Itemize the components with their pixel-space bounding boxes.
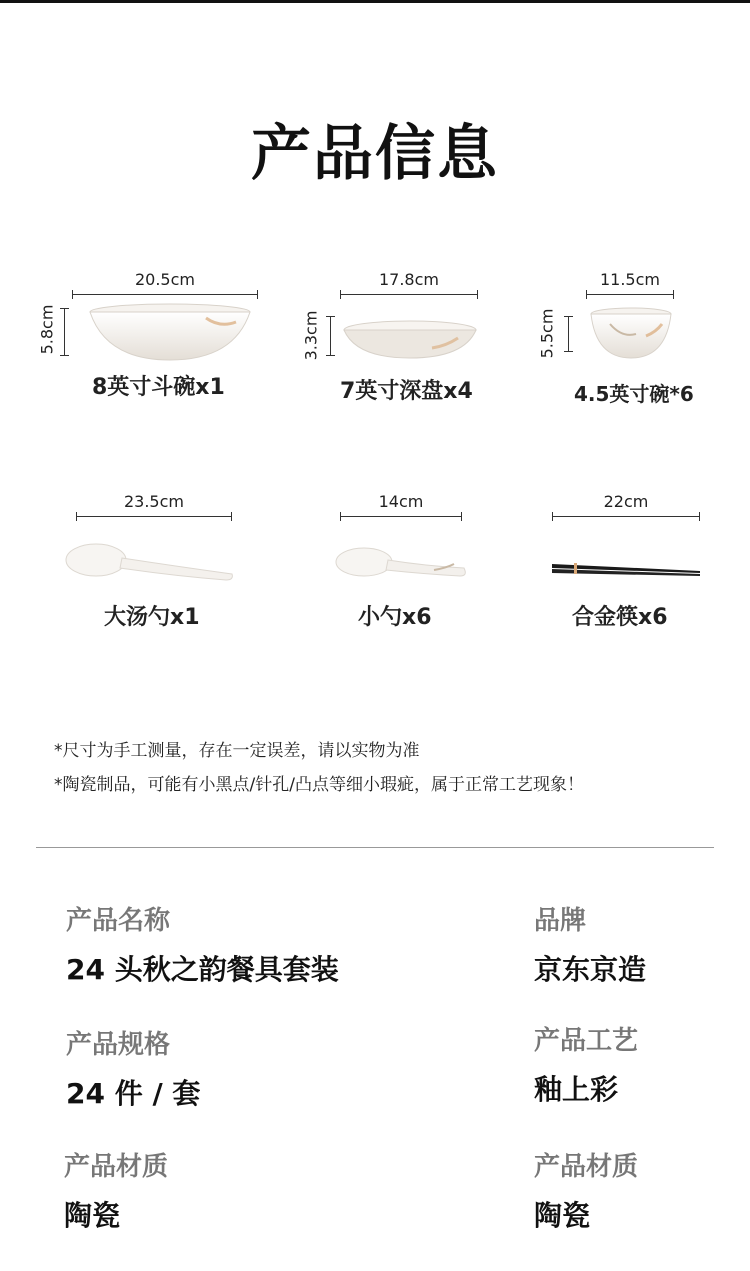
width-dimension-line bbox=[586, 294, 674, 303]
chopsticks-illustration bbox=[550, 560, 702, 580]
height-dimension-label: 3.3cm bbox=[301, 310, 321, 361]
width-dimension-label: 17.8cm bbox=[378, 270, 439, 289]
top-border bbox=[0, 0, 750, 3]
spec-label: 产品规格 bbox=[66, 1030, 171, 1060]
width-dimension-label: 11.5cm bbox=[599, 270, 660, 289]
item-name-label: 8英寸斗碗x1 bbox=[92, 375, 225, 400]
item-name-label: 大汤勺x1 bbox=[104, 605, 200, 630]
note-measurement: *尺寸为手工测量，存在一定误差，请以实物为准 bbox=[54, 741, 420, 761]
item-name-label: 合金筷x6 bbox=[572, 605, 668, 630]
spec-label: 品牌 bbox=[534, 906, 587, 936]
width-dimension-label: 14cm bbox=[378, 492, 424, 511]
width-dimension-line bbox=[340, 516, 462, 525]
width-dimension-label: 23.5cm bbox=[123, 492, 184, 511]
deep-plate-illustration bbox=[340, 318, 480, 362]
item-name-label: 小勺x6 bbox=[358, 605, 432, 630]
width-dimension-line bbox=[76, 516, 232, 525]
spec-value: 24 件 / 套 bbox=[66, 1077, 201, 1110]
item-name-label: 7英寸深盘x4 bbox=[340, 379, 473, 404]
height-dimension-label: 5.5cm bbox=[537, 308, 557, 359]
spec-value: 陶瓷 bbox=[534, 1199, 591, 1232]
spec-label: 产品名称 bbox=[66, 906, 171, 936]
page-title: 产品信息 bbox=[251, 119, 499, 189]
height-dimension-line bbox=[568, 316, 577, 352]
spec-value: 陶瓷 bbox=[64, 1199, 121, 1232]
note-ceramic-defects: *陶瓷制品，可能有小黑点/针孔/凸点等细小瑕疵，属于正常工艺现象！ bbox=[54, 775, 584, 795]
spec-value: 24 头秋之韵餐具套装 bbox=[66, 953, 339, 986]
height-dimension-line bbox=[64, 308, 73, 356]
width-dimension-line bbox=[552, 516, 700, 525]
soup-spoon-illustration bbox=[64, 540, 238, 586]
spec-label: 产品材质 bbox=[64, 1152, 169, 1182]
spec-value: 京东京造 bbox=[534, 953, 647, 986]
spec-label: 产品材质 bbox=[534, 1152, 639, 1182]
spec-value: 釉上彩 bbox=[534, 1073, 619, 1106]
section-divider bbox=[36, 847, 714, 848]
small-spoon-illustration bbox=[334, 544, 470, 584]
width-dimension-line bbox=[340, 294, 478, 303]
height-dimension-label: 5.8cm bbox=[37, 304, 57, 355]
width-dimension-label: 22cm bbox=[603, 492, 649, 511]
item-name-label: 4.5英寸碗*6 bbox=[574, 382, 694, 406]
height-dimension-line bbox=[330, 316, 339, 356]
small-bowl-illustration bbox=[588, 306, 674, 362]
large-bowl-illustration bbox=[86, 302, 254, 364]
spec-label: 产品工艺 bbox=[534, 1026, 639, 1056]
width-dimension-label: 20.5cm bbox=[134, 270, 195, 289]
